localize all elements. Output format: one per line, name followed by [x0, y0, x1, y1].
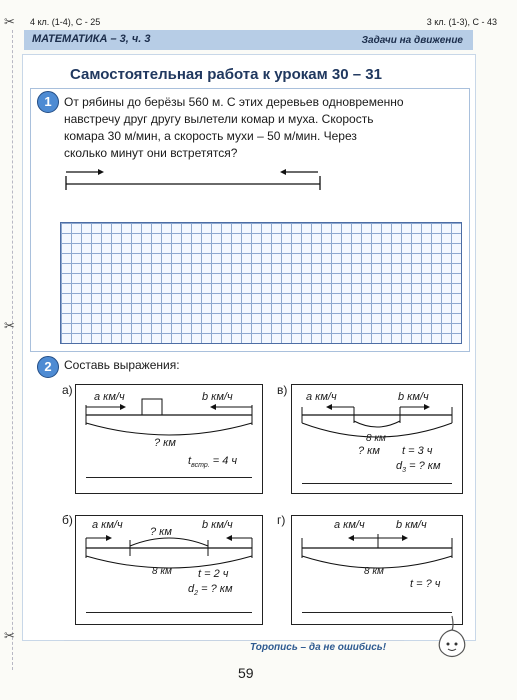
task1-scheme	[60, 164, 330, 194]
diagram-b-distance: 8 км	[152, 566, 172, 577]
page-title: Самостоятельная работа к урокам 30 – 31	[70, 66, 382, 83]
diagram-g-time: t = ? ч	[410, 578, 441, 590]
grade-reference-right: 3 кл. (1-3), С - 43	[426, 17, 497, 27]
diagram-a-speed-left: a км/ч	[94, 391, 125, 403]
task1-line: От рябины до берёзы 560 м. С этих деревьев одновременно	[64, 95, 404, 109]
answer-line[interactable]	[86, 477, 252, 478]
diagram-v-speed-left: a км/ч	[306, 391, 337, 403]
book-title: МАТЕМАТИКА – 3, ч. 3	[32, 33, 151, 45]
diagram-v-distance: ? км	[358, 445, 380, 457]
header-banner	[24, 30, 473, 50]
page-number: 59	[238, 665, 254, 681]
diagram-v-letter: в)	[277, 383, 288, 397]
task1-line: навстречу друг другу вылетели комар и муха. Скорость	[64, 112, 374, 126]
footer-divider	[64, 640, 404, 641]
diagram-v-distance-under: 8 км	[366, 433, 386, 444]
diagram-b-speed-left: a км/ч	[92, 519, 123, 531]
task2-label: Составь выражения:	[64, 358, 180, 372]
diagram-g-speed-right: b км/ч	[396, 519, 427, 531]
footer-motto: Торопись – да не ошибись!	[250, 642, 387, 653]
answer-grid[interactable]	[60, 222, 462, 344]
garlic-icon	[432, 612, 472, 660]
diagram-v-remaining: $d_3$ = ? км	[396, 460, 441, 475]
diagram-g-letter: г)	[277, 513, 286, 527]
diagram-b	[75, 515, 263, 625]
scissors-icon: ✂	[4, 318, 15, 333]
diagram-a-time: $t_{встр.} = 4$ ч	[188, 455, 238, 470]
task1-line: комара 30 м/мин, а скорость мухи – 50 м/мин. Через	[64, 129, 357, 143]
task2-number: 2	[37, 356, 59, 378]
diagram-b-time: t = 2 ч	[198, 568, 229, 580]
diagram-g-speed-left: a км/ч	[334, 519, 365, 531]
answer-line[interactable]	[86, 612, 252, 613]
diagram-v	[291, 384, 463, 494]
diagram-g-distance: 8 км	[364, 566, 384, 577]
scissors-icon: ✂	[4, 14, 15, 29]
scissors-icon: ✂	[4, 628, 15, 643]
diagram-b-top-distance: ? км	[150, 526, 172, 538]
answer-line[interactable]	[302, 612, 452, 613]
diagram-a-distance: ? км	[154, 437, 176, 449]
cut-line	[12, 30, 14, 670]
task1-number: 1	[37, 91, 59, 113]
task1-text	[64, 94, 460, 162]
diagram-a-letter: а)	[62, 383, 73, 397]
section-title: Задачи на движение	[361, 35, 463, 46]
diagram-g	[291, 515, 463, 625]
diagram-b-remaining: $d_2$ = ? км	[188, 583, 233, 598]
diagram-v-speed-right: b км/ч	[398, 391, 429, 403]
diagram-a-speed-right: b км/ч	[202, 391, 233, 403]
diagram-a	[75, 384, 263, 494]
diagram-b-letter: б)	[62, 513, 73, 527]
answer-line[interactable]	[302, 483, 452, 484]
grade-reference-left: 4 кл. (1-4), С - 25	[30, 17, 101, 27]
diagram-v-time: t = 3 ч	[402, 445, 433, 457]
task1-line: сколько минут они встретятся?	[64, 146, 238, 160]
diagram-b-speed-right: b км/ч	[202, 519, 233, 531]
